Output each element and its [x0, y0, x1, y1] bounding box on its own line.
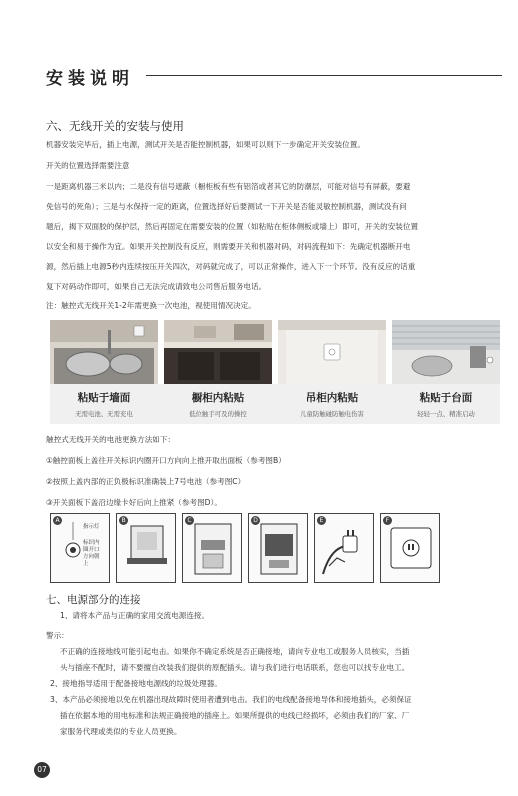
figure-e [314, 513, 374, 583]
caption-subtitle: 低位触手可及的操控 [189, 410, 247, 418]
battery-step: ①触控面板上盖往开关标识内圈开口方向向上推开取出面板（参考图B） [46, 456, 286, 465]
position-title: 开关的位置选择需要注意 [46, 161, 130, 170]
photo-countertop [392, 320, 500, 384]
caption-title: 粘贴于台面 [419, 392, 473, 404]
figure-badge: A [53, 516, 62, 525]
title-divider [146, 75, 502, 76]
caption-subtitle: 轻轻一点、精准启动 [417, 410, 475, 418]
battery-title: 触控式无线开关的电池更换方法如下： [46, 435, 176, 444]
paragraph-line: 一是距离机器三米以内；二是没有信号遮蔽（橱柜板有些有铝箔或者其它的防潮层，可能对信号有屏蔽，要避 [46, 182, 411, 191]
page-number: 07 [34, 762, 50, 778]
page-title: 安装说明 [46, 69, 134, 89]
figure-badge: E [317, 516, 326, 525]
figure-a-note: 方向朝 [83, 554, 100, 560]
figure-a-note: 上 [83, 561, 89, 567]
battery-figures [50, 513, 440, 583]
paragraph-line: 复下对码动作即可，如果自己无法完成请致电公司售后服务电话。 [46, 282, 267, 291]
caption-title: 橱柜内粘贴 [191, 392, 245, 404]
battery-step: ③开关面板下盖沿边缘卡好后向上推紧（参考图D）。 [46, 498, 222, 507]
power-item-3-line: 家服务代理或类似的专业人员更换。 [60, 727, 182, 736]
title-row [46, 64, 502, 88]
paragraph-line: 以安全和易于操作为宜。如果开关控制没有反应，则需要开关和机器对码，对码流程如下：先确定机器断开电 [46, 242, 411, 251]
figure-a-note: 标识内 [83, 540, 100, 546]
power-item-2: 2、接地指导适用于配备接地电源线的垃圾处理器。 [50, 679, 222, 688]
section6-heading: 六、无线开关的安装与使用 [46, 119, 184, 133]
figure-badge: F [383, 516, 392, 525]
caption-subtitle: 儿童防触碰防触电伤害 [300, 410, 364, 418]
section7-heading: 七、电源部分的连接 [46, 594, 141, 606]
figure-badge: C [185, 516, 194, 525]
figure-c [182, 513, 242, 583]
caption-title: 吊柜内粘贴 [305, 392, 359, 404]
indicator-light-label: 指示灯 [83, 524, 100, 530]
photo-caption [392, 390, 500, 418]
photo-caption [164, 390, 272, 418]
figure-a-note: 圈开口 [83, 547, 100, 553]
photo-caption [50, 390, 158, 418]
caption-subtitle: 无需电池、无需充电 [75, 410, 133, 418]
installation-photos [50, 320, 500, 422]
figure-a [50, 513, 110, 583]
figure-d [248, 513, 308, 583]
photo-wall-mount [50, 320, 158, 384]
photo-cabinet-inside [164, 320, 272, 384]
paragraph-line: 免信号的死角）；三是与水保持一定的距离，位置选择好后要测试一下开关是否能灵敏控制机器，测试没有问 [46, 202, 407, 211]
figure-badge: D [251, 516, 260, 525]
photo-wall-cabinet [278, 320, 386, 384]
section6-intro: 机器安装完毕后，插上电源，测试开关是否能控制机器，如果可以则下一步确定开关安装位置。 [46, 140, 365, 149]
photo-caption [278, 390, 386, 418]
paragraph-line: 题后，揭下双面胶的保护层，然后再固定在需要安装的位置（如粘贴在柜体侧板或墙上）即可，开关的安装位置 [46, 222, 419, 231]
figure-f [380, 513, 440, 583]
paragraph-line: 源，然后插上电源5秒内连续按压开关四次，对码就完成了，可以正常操作，进入下一个环节。没有反应的话重 [46, 262, 416, 271]
warning-line: 头与插座不配时，请不要擅自改装我们提供的原配插头。请与我们进行电话联系，您也可以找专业电工。 [60, 663, 410, 672]
battery-note: 注：触控式无线开关1-2年需更换一次电池，视使用情况决定。 [46, 301, 256, 310]
power-item-3-line: 3、本产品必须接地以免在机器出现故障时使用者遭到电击。我们的电线配备接地导体和接地插头，必须保证 [50, 695, 412, 704]
battery-step: ②按照上盖内部的正负极标识准确装上7号电池（参考图C） [46, 477, 246, 486]
figure-badge: B [119, 516, 128, 525]
power-item-1: 1、请将本产品与正确的家用交流电源连接。 [60, 611, 210, 620]
power-item-3-line: 插在依据本地的用电标准和法规正确接地的插座上。如果所提供的电线已经损坏，必须由我们的厂家、厂 [60, 711, 410, 720]
figure-b [116, 513, 176, 583]
caption-title: 粘贴于墙面 [77, 392, 131, 404]
warning-line: 不正确的连接地线可能引起电击。如果你不确定系统是否正确接地，请向专业电工或服务人员核实，当插 [60, 647, 410, 656]
warning-label: 警示： [46, 631, 69, 640]
